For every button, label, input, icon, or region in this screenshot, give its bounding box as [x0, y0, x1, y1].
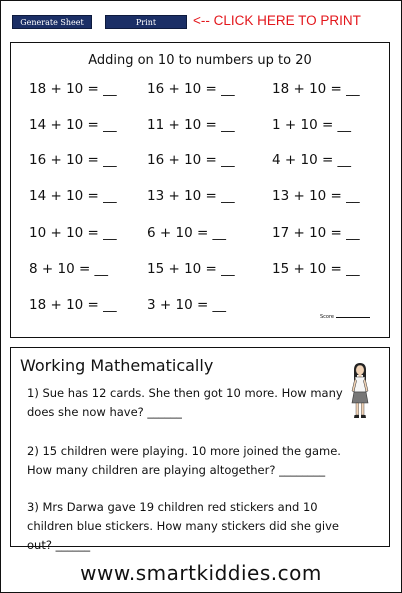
problem-r6-c1: 8 + 10 = __ — [29, 261, 109, 277]
footer-url: www.smartkiddies.com — [80, 561, 322, 585]
question-1: 1) Sue has 12 cards. She then got 10 more. How many does she now have? ______ — [27, 386, 343, 419]
question-3: 3) Mrs Darwa gave 19 children red stickers and 10 children blue stickers. How many stickers did she give out? ______ — [27, 500, 339, 552]
working-title: Working Mathematically — [20, 356, 214, 375]
problem-r4-c1: 14 + 10 = __ — [29, 188, 117, 204]
problem-r4-c3: 13 + 10 = __ — [272, 188, 360, 204]
question-2: 2) 15 children were playing. 10 more joined the game. How many children are playing altogether? ________ — [27, 444, 341, 477]
problem-r6-c3: 15 + 10 = __ — [272, 261, 360, 277]
problem-r3-c1: 16 + 10 = __ — [29, 152, 117, 168]
problem-r5-c3: 17 + 10 = __ — [272, 225, 360, 241]
generate-sheet-button[interactable]: Generate Sheet — [12, 15, 92, 29]
problem-r5-c1: 10 + 10 = __ — [29, 225, 117, 241]
print-hint-text: <-- CLICK HERE TO PRINT — [193, 13, 361, 28]
problem-r5-c2: 6 + 10 = __ — [147, 225, 227, 241]
problem-r1-c3: 18 + 10 = __ — [272, 81, 360, 97]
worksheet-panel — [10, 42, 390, 338]
working-mathematically-panel — [10, 347, 390, 552]
score-field — [320, 314, 370, 320]
score-label: Score — [320, 314, 335, 320]
problem-r3-c2: 16 + 10 = __ — [147, 152, 235, 168]
problem-r7-c1: 18 + 10 = __ — [29, 297, 117, 313]
worksheet-title: Adding on 10 to numbers up to 20 — [88, 53, 312, 68]
problem-r2-c1: 14 + 10 = __ — [29, 117, 117, 133]
problem-r7-c2: 3 + 10 = __ — [147, 297, 227, 313]
problem-r4-c2: 13 + 10 = __ — [147, 188, 235, 204]
score-line — [336, 317, 370, 318]
problem-r1-c1: 1​8 + 1​0 = __ — [29, 81, 117, 97]
print-button[interactable]: Print — [105, 15, 187, 29]
problem-r1-c2: 16 + 1​0 = __ — [147, 81, 235, 97]
problem-r6-c2: 15 + 10 = __ — [147, 261, 235, 277]
problem-r2-c2: 11 + 10 = __ — [147, 117, 235, 133]
problem-r3-c3: 4 + 10 = __ — [272, 152, 352, 168]
problem-r2-c3: 1 + 10 = __ — [272, 117, 352, 133]
